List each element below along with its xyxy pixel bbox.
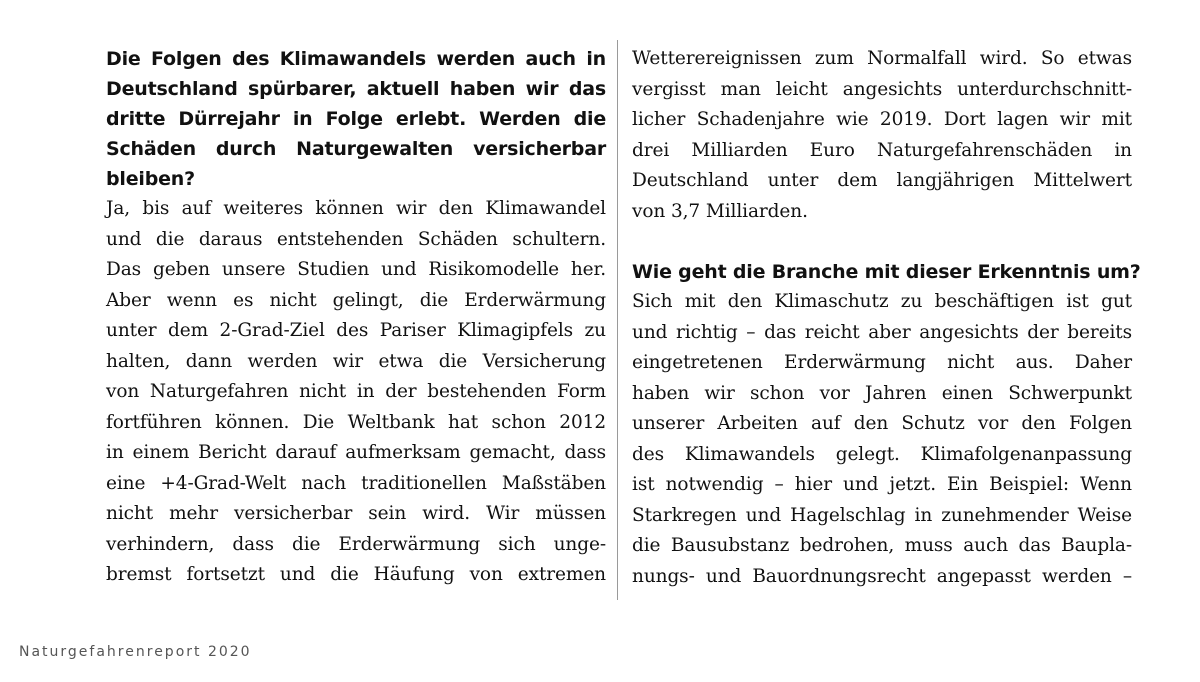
column-divider: [617, 40, 618, 600]
interview-question-2: Wie geht die Branche mit dieser Erkenntnis um?: [632, 261, 1141, 283]
right-column: [632, 44, 1141, 592]
paragraph-spacer: [632, 227, 1132, 257]
left-column: [106, 44, 606, 591]
interview-question-1: Die Folgen des Klimawandels werden auch in Deutschland spürbarer, aktuell haben wir das dritte Dürrejahr in Folge erlebt. Werden die Schäden durch Naturgewalten versicherbar bleiben?: [106, 48, 606, 190]
report-footer: Naturgefahrenreport 2020: [19, 644, 252, 660]
interview-answer-1: Ja, bis auf weiteres können wir den Klimawandel und die daraus entstehenden Schäden schultern. Das geben unsere Studien und Risikomodelle her. Aber wenn es nicht gelingt, die Erderwärmung unter dem 2-Grad-Ziel des Pariser Klimagipfels zu halten, dann werden wir etwa die Versicherung von Naturgefahren nicht in der bestehenden Form fortführen können. Die Weltbank hat schon 2012 in einem Bericht darauf aufmerksam gemacht, dass eine +4-Grad-Welt nach traditionellen Maßstäben nicht mehr versicherbar sein wird. Wir müssen verhindern, dass die Erderwärmung sich unge- bremst fortsetzt und die Häufung von extremen: [106, 198, 606, 585]
interview-answer-1-continued: Wetterereignissen zum Normalfall wird. So etwas vergisst man leicht angesichts unterdurchschnitt- licher Schadenjahre wie 2019. Dort lagen wir mit drei Milliarden Euro Naturgefahrenschäden in Deutschland unter dem langjährigen Mittelwert von 3,7 Milliarden.: [632, 48, 1132, 222]
interview-answer-2: Sich mit den Klimaschutz zu beschäftigen ist gut und richtig – das reicht aber angesichts der bereits eingetretenen Erderwärmung nicht aus. Daher haben wir schon vor Jahren einen Schwerpunkt unserer Arbeiten auf den Schutz vor den Folgen des Klimawandels gelegt. Klimafolgenanpassung ist notwendig – hier und jetzt. Ein Beispiel: Wenn Starkregen und Hagelschlag in zunehmender Weise die Bausubstanz bedrohen, muss auch das Baupla- nungs- und Bauordnungsrecht angepasst werden –: [632, 291, 1132, 587]
